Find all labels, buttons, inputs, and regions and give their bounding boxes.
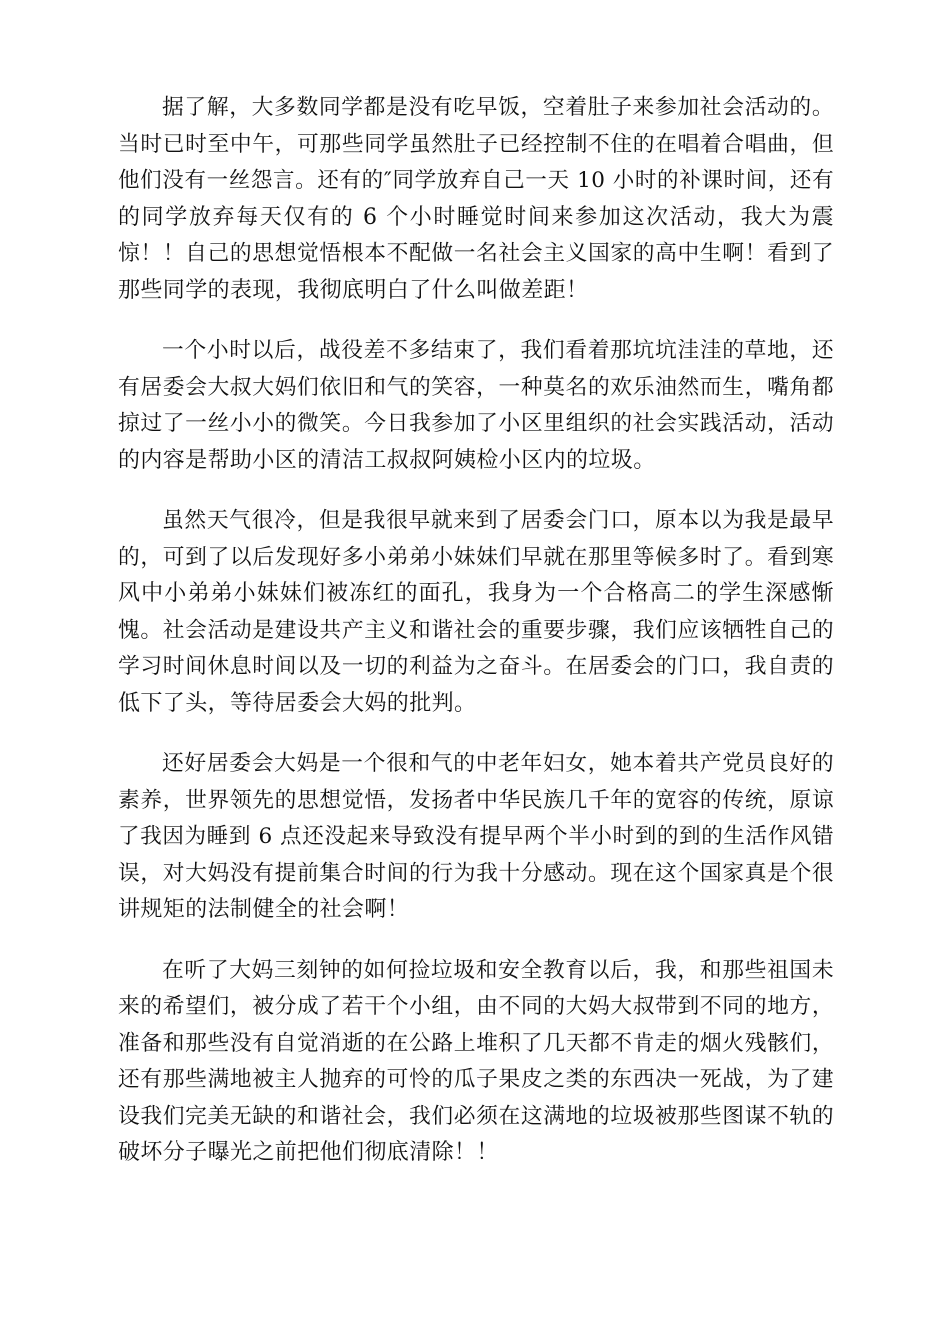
paragraph-4	[118, 746, 834, 929]
text-line: 的，可到了以后发现好多小弟弟小妹妹们早就在那里等候多时了。看到寒	[118, 544, 834, 570]
text-line: 掠过了一丝小小的微笑。今日我参加了小区里组织的社会实践活动，活动	[118, 411, 834, 436]
document-body	[118, 90, 834, 1196]
paragraph-5	[118, 953, 834, 1172]
text-line: 学习时间休息时间以及一切的利益为之奋斗。在居委会的门口，我自责的	[118, 654, 834, 679]
text-line: 愧。社会活动是建设共产主义和谐社会的重要步骤，我们应该牺牲自己的	[118, 617, 834, 643]
text-line: 还有那些满地被主人抛弃的可怜的瓜子果皮之类的东西决一死战，为了建	[118, 1067, 834, 1092]
text-line: 设我们完美无缺的和谐社会，我们必须在这满地的垃圾被那些图谋不轨的	[118, 1103, 834, 1129]
text-line: 误，对大妈没有提前集合时间的行为我十分感动。现在这个国家真是个很	[118, 860, 834, 886]
text-line: 来的希望们，被分成了若干个小组，由不同的大妈大叔带到不同的地方，	[118, 994, 834, 1019]
text-line: 讲规矩的法制健全的社会啊！	[118, 897, 410, 922]
text-line: 的内容是帮助小区的清洁工叔叔阿姨检小区内的垃圾。	[118, 447, 656, 473]
paragraph-2	[118, 333, 834, 479]
text-line: 还好居委会大妈是一个很和气的中老年妇女，她本着共产党员良好的	[162, 751, 834, 776]
text-line: 虽然天气很冷，但是我很早就来到了居委会门口，原本以为我是最早	[162, 508, 834, 533]
paragraph-1	[118, 90, 834, 309]
text-line: 他们没有一丝怨言。还有的″同学放弃自己一天 10 小时的补课时间，还有	[118, 168, 834, 193]
text-line: 在听了大妈三刻钟的如何捡垃圾和安全教育以后，我，和那些祖国未	[162, 957, 834, 983]
text-line: 风中小弟弟小妹妹们被冻红的面孔，我身为一个合格高二的学生深感惭	[118, 581, 834, 606]
text-line: 低下了头，等待居委会大妈的批判。	[118, 690, 477, 716]
text-line: 惊！！自己的思想觉悟根本不配做一名社会主义国家的高中生啊！看到了	[118, 241, 834, 266]
text-line: 准备和那些没有自觉消逝的在公路上堆积了几天都不肯走的烟火残骸们，	[118, 1030, 834, 1056]
text-line: 素养，世界领先的思想觉悟，发扬者中华民族几千年的宽容的传统，原谅	[118, 787, 834, 813]
text-line: 破坏分子曝光之前把他们彻底清除！！	[118, 1140, 499, 1165]
text-line: 一个小时以后，战役差不多结束了，我们看着那坑坑洼洼的草地，还	[162, 338, 834, 363]
text-line: 的同学放弃每天仅有的 6 个小时睡觉时间来参加这次活动，我大为震	[118, 204, 834, 230]
text-line: 那些同学的表现，我彻底明白了什么叫做差距！	[118, 277, 589, 303]
paragraph-3	[118, 503, 834, 722]
text-line: 了我因为睡到 6 点还没起来导致没有提早两个半小时到的到的生活作风错	[118, 824, 834, 849]
text-line: 据了解，大多数同学都是没有吃早饭，空着肚子来参加社会活动的。	[162, 95, 834, 120]
text-line: 当时已时至中午，可那些同学虽然肚子已经控制不住的在唱着合唱曲，但	[118, 131, 834, 157]
text-line: 有居委会大叔大妈们依旧和气的笑容，一种莫名的欢乐油然而生，嘴角都	[118, 374, 834, 400]
